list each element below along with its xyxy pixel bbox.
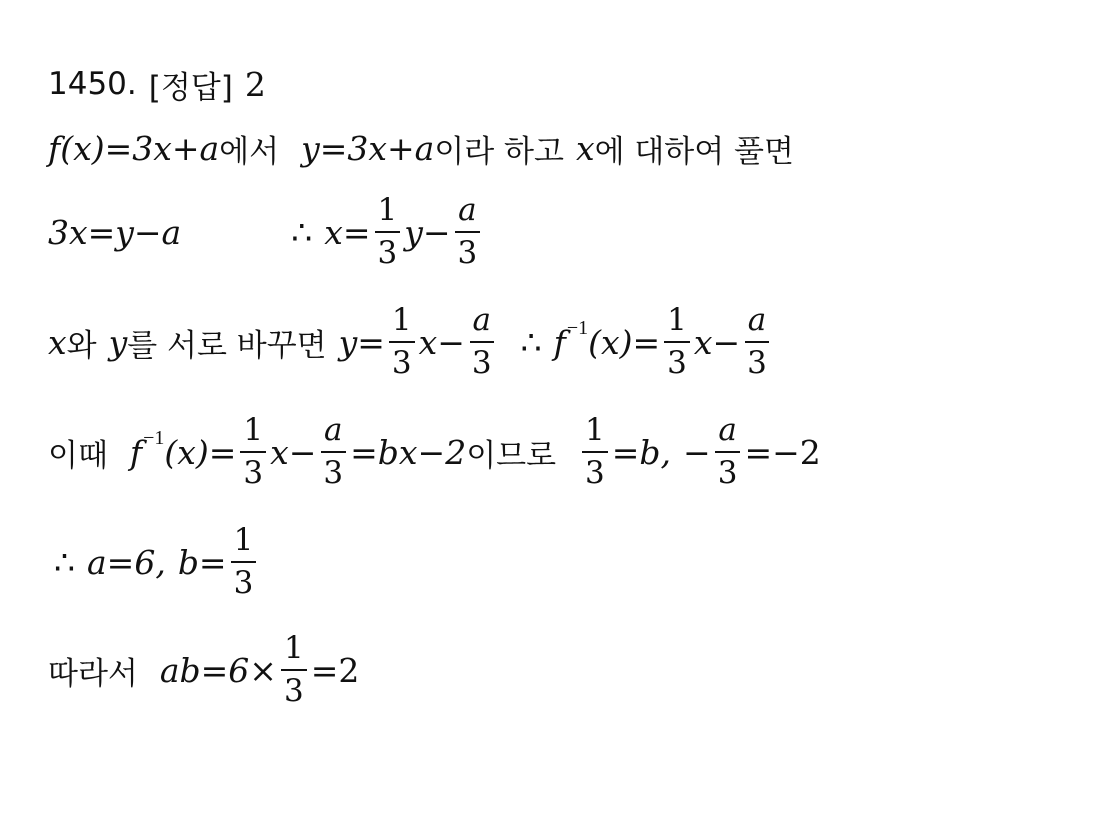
korean-text: 따라서	[48, 655, 138, 692]
variable-x: x	[575, 128, 595, 168]
equation: b=	[177, 542, 227, 582]
fraction: $\frac{1}{3}$	[231, 524, 257, 599]
equation: x−	[693, 322, 741, 362]
problem-number: 1450.	[48, 66, 137, 102]
function-f: f	[553, 322, 566, 362]
equation: =b,	[611, 432, 672, 472]
therefore-symbol: ∴	[291, 212, 313, 252]
minus-sign: −	[683, 432, 711, 472]
variable-x: x	[48, 322, 67, 362]
korean-text: 에서	[219, 133, 280, 170]
fraction: $\frac{a}{3}$	[715, 414, 741, 489]
equation: =−2	[744, 432, 821, 472]
korean-text: 이때	[48, 437, 108, 474]
equation: 3x=y−a	[48, 212, 182, 252]
equation: y−	[404, 212, 451, 252]
inverse-superscript: −1	[143, 426, 165, 449]
equation: y=	[338, 322, 385, 362]
solution-line-4	[48, 410, 821, 494]
fraction: $\frac{a}{3}$	[455, 194, 481, 269]
solution-line-5	[48, 520, 260, 604]
solution-line-2	[48, 190, 484, 274]
therefore-symbol: ∴	[520, 322, 542, 362]
fraction: $\frac{1}{3}$	[664, 304, 690, 379]
answer-value: 2	[244, 64, 266, 104]
therefore-symbol: ∴	[54, 542, 75, 582]
fraction: $\frac{1}{3}$	[582, 414, 608, 489]
function-f: f	[129, 432, 143, 472]
equation-f-def: f(x)=3x+a	[48, 128, 220, 168]
equation: ab=6×	[159, 650, 277, 690]
fraction: $\frac{1}{3}$	[240, 414, 266, 489]
korean-text: 와	[66, 327, 97, 364]
fraction: $\frac{a}{3}$	[744, 304, 770, 379]
solution-line-3	[48, 300, 774, 384]
equation-y-def: y=3x+a	[301, 128, 435, 168]
variable-y: y	[108, 322, 128, 362]
equation: (x)=	[588, 322, 661, 362]
inverse-superscript: −1	[566, 316, 589, 339]
korean-text: 를 서로 바꾸면	[127, 327, 327, 364]
fraction: $\frac{1}{3}$	[281, 632, 307, 707]
solution-line-6	[48, 628, 359, 712]
fraction: $\frac{a}{3}$	[469, 304, 495, 379]
korean-text: 이므로	[466, 437, 557, 474]
equation: =bx−2	[350, 432, 467, 472]
equation: x−	[418, 322, 465, 362]
equation: x=	[324, 212, 371, 252]
answer-label: [정답]	[148, 69, 233, 106]
korean-text: 이라 하고	[434, 133, 564, 170]
fraction: $\frac{a}{3}$	[320, 414, 346, 489]
fraction: $\frac{1}{3}$	[389, 304, 415, 379]
korean-text: 에 대하여 풀면	[594, 133, 794, 170]
equation: x−	[270, 432, 317, 472]
equation: (x)=	[164, 432, 237, 472]
problem-header	[48, 62, 266, 106]
fraction: $\frac{1}{3}$	[375, 194, 401, 269]
equation: =2	[310, 650, 360, 690]
solution-line-1	[48, 126, 794, 170]
equation: a=6,	[87, 542, 166, 582]
